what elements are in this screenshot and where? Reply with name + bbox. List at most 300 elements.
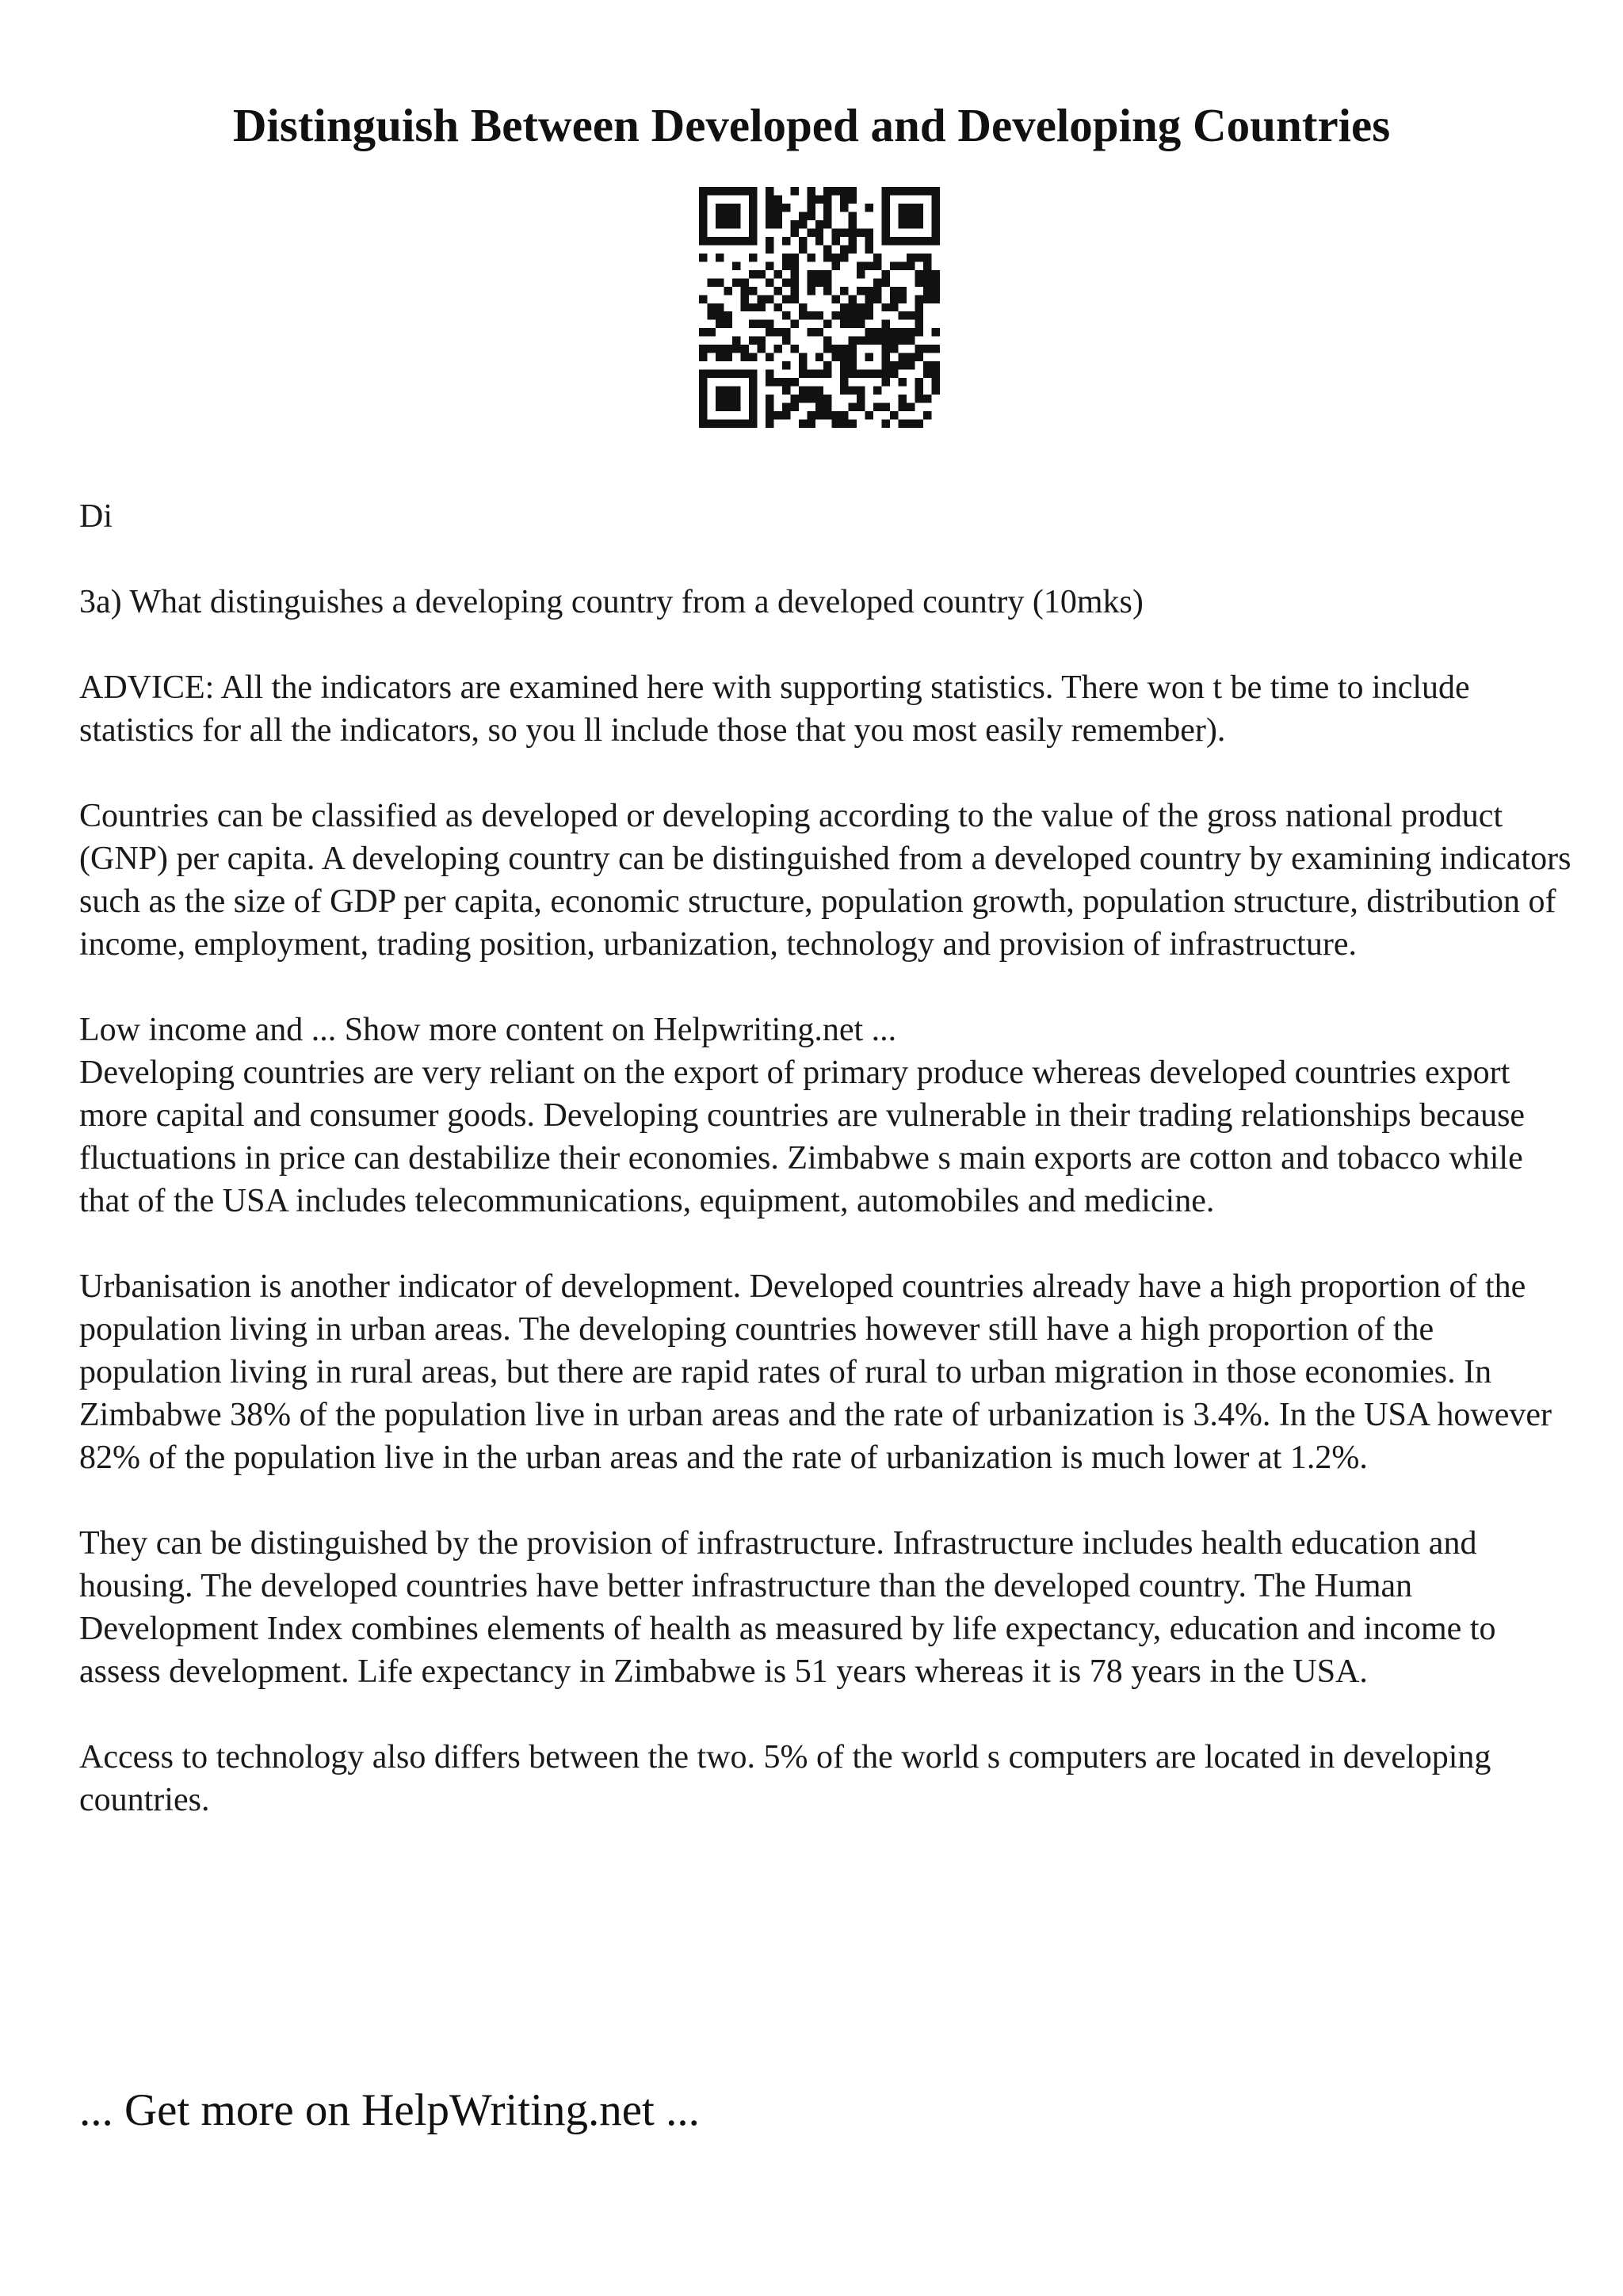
qr-module — [716, 320, 724, 328]
qr-module — [815, 353, 823, 361]
qr-module — [832, 411, 840, 419]
paragraph-intro: Di — [79, 498, 113, 535]
qr-module — [923, 237, 931, 245]
qr-module — [716, 420, 724, 428]
qr-module — [873, 254, 881, 261]
qr-module — [807, 195, 815, 203]
qr-module — [749, 228, 757, 236]
qr-module — [840, 378, 848, 386]
qr-module — [782, 337, 790, 345]
qr-module — [923, 261, 931, 269]
qr-module — [890, 187, 898, 195]
qr-module — [857, 370, 865, 378]
paragraph-technology: Access to technology also differs between the two. 5% of the world s computers are located in developing countries. — [79, 1739, 1491, 1818]
qr-module — [807, 387, 815, 395]
qr-module — [882, 220, 890, 228]
qr-module — [716, 370, 724, 378]
qr-module — [790, 378, 798, 386]
qr-module — [724, 320, 731, 328]
qr-module — [832, 311, 840, 319]
qr-module — [882, 320, 890, 328]
qr-module — [699, 395, 707, 402]
qr-module — [832, 237, 840, 245]
qr-module — [799, 420, 807, 428]
qr-module — [749, 237, 757, 245]
qr-module — [873, 387, 881, 395]
qr-module — [724, 387, 731, 395]
qr-module — [849, 220, 857, 228]
qr-module — [923, 395, 931, 402]
qr-module — [857, 261, 865, 269]
qr-module — [790, 270, 798, 278]
qr-module — [749, 387, 757, 395]
qr-module — [932, 295, 940, 303]
qr-module — [716, 220, 724, 228]
qr-module — [699, 204, 707, 212]
qr-module — [857, 320, 865, 328]
qr-module — [865, 328, 873, 336]
qr-module — [757, 303, 765, 311]
qr-module — [749, 403, 757, 411]
qr-module — [882, 345, 890, 353]
qr-module — [865, 287, 873, 295]
qr-module — [749, 378, 757, 386]
qr-module — [907, 403, 915, 411]
qr-module — [915, 420, 923, 428]
qr-module — [840, 303, 848, 311]
paragraph-urbanisation: Urbanisation is another indicator of development. Developed countries already have a high proportion of the population living in urban areas. The developing countries however still have a high proportion of the population living in rural areas, but there are rapid rates of rural to urban migration in those economies. In Zimbabwe 38% of the population live in urban areas and the rate of urbanization is 3.4%. In the USA however 82% of the population live in the urban areas and the rate of urbanization is much lower at 1.2%. — [79, 1268, 1552, 1476]
qr-module — [882, 370, 890, 378]
qr-module — [899, 204, 907, 212]
qr-module — [749, 303, 757, 311]
qr-module — [849, 370, 857, 378]
qr-module — [773, 287, 781, 295]
qr-module — [732, 387, 740, 395]
qr-module — [782, 328, 790, 336]
qr-module — [815, 278, 823, 286]
qr-module — [915, 345, 923, 353]
qr-module — [907, 220, 915, 228]
qr-module — [915, 270, 923, 278]
qr-module — [865, 228, 873, 236]
qr-module — [807, 370, 815, 378]
qr-module — [749, 337, 757, 345]
qr-module — [840, 353, 848, 361]
qr-module — [707, 345, 715, 353]
qr-module — [740, 295, 748, 303]
qr-module — [782, 278, 790, 286]
qr-module — [807, 287, 815, 295]
qr-module — [907, 204, 915, 212]
qr-module — [840, 345, 848, 353]
qr-module — [873, 328, 881, 336]
qr-module — [915, 387, 923, 395]
qr-module — [882, 195, 890, 203]
qr-module — [823, 270, 831, 278]
qr-module — [799, 361, 807, 369]
qr-module — [732, 237, 740, 245]
qr-module — [732, 220, 740, 228]
qr-module — [865, 245, 873, 253]
qr-module — [932, 370, 940, 378]
qr-module — [823, 287, 831, 295]
qr-module — [790, 403, 798, 411]
qr-module — [799, 387, 807, 395]
qr-module — [849, 337, 857, 345]
qr-module — [832, 295, 840, 303]
qr-module — [932, 220, 940, 228]
qr-module — [724, 395, 731, 402]
qr-module — [832, 261, 840, 269]
qr-module — [699, 387, 707, 395]
qr-module — [907, 261, 915, 269]
qr-code-graphic — [699, 187, 940, 428]
qr-module — [832, 420, 840, 428]
qr-module — [807, 204, 815, 212]
qr-module — [749, 254, 757, 261]
qr-module — [732, 345, 740, 353]
qr-module — [807, 270, 815, 278]
qr-module — [749, 370, 757, 378]
qr-module — [766, 403, 773, 411]
qr-module — [732, 420, 740, 428]
qr-module — [773, 220, 781, 228]
qr-module — [749, 320, 757, 328]
qr-module — [815, 370, 823, 378]
qr-module — [823, 395, 831, 402]
qr-module — [849, 420, 857, 428]
qr-module — [782, 411, 790, 419]
qr-module — [890, 337, 898, 345]
qr-module — [923, 370, 931, 378]
qr-module — [849, 353, 857, 361]
qr-module — [699, 295, 707, 303]
qr-module — [857, 228, 865, 236]
qr-module — [815, 228, 823, 236]
qr-module — [799, 303, 807, 311]
paragraph-advice: ADVICE: All the indicators are examined here with supporting statistics. There won t be time to include statistics for all the indicators, so you ll include those that you most easily remember). — [79, 669, 1470, 749]
qr-module — [707, 187, 715, 195]
qr-module — [915, 187, 923, 195]
qr-module — [899, 353, 907, 361]
qr-module — [757, 345, 765, 353]
qr-module — [740, 420, 748, 428]
qr-module — [823, 370, 831, 378]
qr-module — [865, 237, 873, 245]
qr-module — [732, 370, 740, 378]
qr-module — [757, 295, 765, 303]
qr-module — [823, 411, 831, 419]
qr-module — [815, 237, 823, 245]
qr-module — [899, 287, 907, 295]
qr-module — [865, 204, 873, 212]
qr-module — [932, 387, 940, 395]
qr-module — [849, 311, 857, 319]
qr-module — [766, 353, 773, 361]
qr-module — [840, 287, 848, 295]
page-title: Distinguish Between Developed and Developing Countries — [232, 99, 1391, 151]
qr-module — [932, 345, 940, 353]
qr-module — [849, 237, 857, 245]
qr-module — [915, 328, 923, 336]
qr-module — [699, 345, 707, 353]
qr-module — [849, 387, 857, 395]
qr-module — [740, 370, 748, 378]
qr-module — [766, 411, 773, 419]
qr-module — [815, 395, 823, 402]
qr-module — [757, 270, 765, 278]
qr-module — [724, 370, 731, 378]
qr-module — [782, 361, 790, 369]
qr-module — [815, 220, 823, 228]
qr-module — [899, 378, 907, 386]
qr-module — [732, 261, 740, 269]
qr-module — [857, 270, 865, 278]
qr-module — [807, 278, 815, 286]
qr-module — [790, 261, 798, 269]
paragraph-infrastructure: They can be distinguished by the provision of infrastructure. Infrastructure includes health education and housing. The developed countries have better infrastructure than the developed country. The Human Development Index combines elements of health as measured by life expectancy, education and income to assess development. Life expectancy in Zimbabwe is 51 years whereas it is 78 years in the USA. — [79, 1525, 1496, 1690]
qr-module — [932, 187, 940, 195]
qr-module — [865, 411, 873, 419]
qr-module — [724, 237, 731, 245]
qr-module — [732, 204, 740, 212]
qr-module — [890, 411, 898, 419]
qr-module — [915, 220, 923, 228]
qr-module — [724, 345, 731, 353]
qr-module — [932, 212, 940, 219]
qr-module — [890, 328, 898, 336]
qr-module — [832, 187, 840, 195]
qr-module — [915, 254, 923, 261]
qr-module — [707, 303, 715, 311]
qr-module — [807, 254, 815, 261]
qr-module — [832, 353, 840, 361]
qr-module — [857, 337, 865, 345]
qr-module — [699, 420, 707, 428]
paragraph-classification: Countries can be classified as developed or developing according to the value of the gross national product (GNP) per capita. A developing country can be distinguished from a developed country by examining indicators such as the size of GDP per capita, economic structure, population growth, population structure, distribution of income, employment, trading position, urbanization, technology and provision of infrastructure. — [79, 798, 1571, 963]
qr-module — [782, 237, 790, 245]
qr-module — [766, 295, 773, 303]
qr-module — [932, 361, 940, 369]
qr-module — [890, 361, 898, 369]
qr-module — [823, 320, 831, 328]
qr-module — [790, 295, 798, 303]
qr-module — [932, 237, 940, 245]
qr-module — [899, 337, 907, 345]
qr-module — [766, 370, 773, 378]
qr-module — [699, 254, 707, 261]
qr-module — [724, 287, 731, 295]
qr-module — [807, 228, 815, 236]
qr-module — [749, 220, 757, 228]
qr-module — [823, 187, 831, 195]
qr-module — [823, 195, 831, 203]
qr-module — [732, 187, 740, 195]
qr-module — [707, 311, 715, 319]
qr-module — [815, 411, 823, 419]
qr-module — [890, 237, 898, 245]
qr-module — [890, 370, 898, 378]
qr-code — [699, 187, 940, 428]
qr-module — [857, 287, 865, 295]
qr-module — [749, 204, 757, 212]
qr-module — [773, 270, 781, 278]
qr-module — [766, 320, 773, 328]
qr-module — [699, 403, 707, 411]
qr-module — [873, 287, 881, 295]
show-more-link[interactable]: Low income and ... Show more content on Helpwriting.net ... — [79, 1012, 897, 1048]
qr-module — [915, 395, 923, 402]
qr-module — [915, 204, 923, 212]
qr-module — [782, 311, 790, 319]
qr-module — [915, 295, 923, 303]
qr-module — [815, 311, 823, 319]
qr-module — [707, 278, 715, 286]
qr-module — [716, 395, 724, 402]
qr-module — [857, 395, 865, 402]
qr-module — [766, 420, 773, 428]
qr-module — [782, 295, 790, 303]
qr-module — [865, 295, 873, 303]
qr-module — [932, 278, 940, 286]
qr-module — [699, 237, 707, 245]
qr-module — [923, 278, 931, 286]
qr-module — [773, 411, 781, 419]
qr-module — [907, 187, 915, 195]
qr-module — [740, 303, 748, 311]
qr-module — [766, 212, 773, 219]
qr-module — [749, 353, 757, 361]
qr-module — [890, 295, 898, 303]
qr-module — [840, 204, 848, 212]
qr-module — [899, 311, 907, 319]
qr-module — [740, 237, 748, 245]
qr-module — [915, 212, 923, 219]
qr-module — [757, 320, 765, 328]
qr-module — [732, 337, 740, 345]
qr-module — [923, 361, 931, 369]
qr-module — [790, 287, 798, 295]
qr-module — [849, 303, 857, 311]
qr-module — [932, 270, 940, 278]
qr-module — [749, 395, 757, 402]
qr-module — [832, 254, 840, 261]
qr-module — [773, 212, 781, 219]
qr-module — [773, 195, 781, 203]
qr-module — [899, 403, 907, 411]
qr-module — [699, 187, 707, 195]
qr-module — [823, 361, 831, 369]
qr-module — [699, 212, 707, 219]
qr-module — [740, 187, 748, 195]
qr-module — [932, 195, 940, 203]
qr-module — [699, 328, 707, 336]
qr-module — [799, 395, 807, 402]
qr-module — [773, 204, 781, 212]
qr-module — [699, 228, 707, 236]
qr-module — [716, 212, 724, 219]
qr-module — [890, 261, 898, 269]
document-body — [79, 495, 1577, 1864]
qr-module — [823, 278, 831, 286]
qr-module — [832, 345, 840, 353]
qr-module — [840, 187, 848, 195]
qr-module — [790, 254, 798, 261]
qr-module — [740, 278, 748, 286]
qr-module — [766, 378, 773, 386]
qr-module — [915, 303, 923, 311]
qr-module — [766, 328, 773, 336]
qr-module — [724, 220, 731, 228]
qr-module — [732, 278, 740, 286]
qr-module — [840, 195, 848, 203]
qr-module — [799, 237, 807, 245]
qr-module — [799, 220, 807, 228]
qr-module — [823, 337, 831, 345]
qr-module — [882, 403, 890, 411]
qr-module — [882, 353, 890, 361]
qr-module — [882, 237, 890, 245]
qr-module — [932, 204, 940, 212]
qr-module — [849, 195, 857, 203]
qr-module — [716, 187, 724, 195]
qr-module — [716, 403, 724, 411]
qr-module — [923, 345, 931, 353]
qr-module — [899, 361, 907, 369]
qr-module — [707, 328, 715, 336]
qr-module — [799, 245, 807, 253]
qr-module — [915, 320, 923, 328]
qr-module — [865, 337, 873, 345]
qr-module — [882, 270, 890, 278]
qr-module — [840, 254, 848, 261]
qr-module — [823, 212, 831, 219]
qr-module — [707, 420, 715, 428]
qr-module — [799, 353, 807, 361]
qr-module — [716, 311, 724, 319]
qr-module — [807, 328, 815, 336]
qr-module — [732, 212, 740, 219]
qr-module — [699, 370, 707, 378]
qr-module — [907, 361, 915, 369]
qr-module — [807, 411, 815, 419]
qr-module — [716, 353, 724, 361]
qr-module — [790, 228, 798, 236]
get-more-link[interactable]: ... Get more on HelpWriting.net ... — [79, 2085, 700, 2135]
qr-module — [716, 278, 724, 286]
qr-module — [873, 278, 881, 286]
qr-module — [890, 287, 898, 295]
qr-module — [832, 228, 840, 236]
qr-module — [823, 245, 831, 253]
qr-module — [899, 237, 907, 245]
qr-module — [724, 353, 731, 361]
qr-module — [932, 328, 940, 336]
qr-module — [899, 212, 907, 219]
qr-module — [790, 395, 798, 402]
qr-module — [907, 353, 915, 361]
qr-module — [766, 220, 773, 228]
qr-module — [724, 420, 731, 428]
qr-module — [899, 187, 907, 195]
qr-module — [849, 320, 857, 328]
qr-module — [815, 403, 823, 411]
qr-module — [849, 228, 857, 236]
qr-module — [882, 228, 890, 236]
qr-module — [849, 403, 857, 411]
qr-module — [923, 287, 931, 295]
qr-module — [773, 345, 781, 353]
